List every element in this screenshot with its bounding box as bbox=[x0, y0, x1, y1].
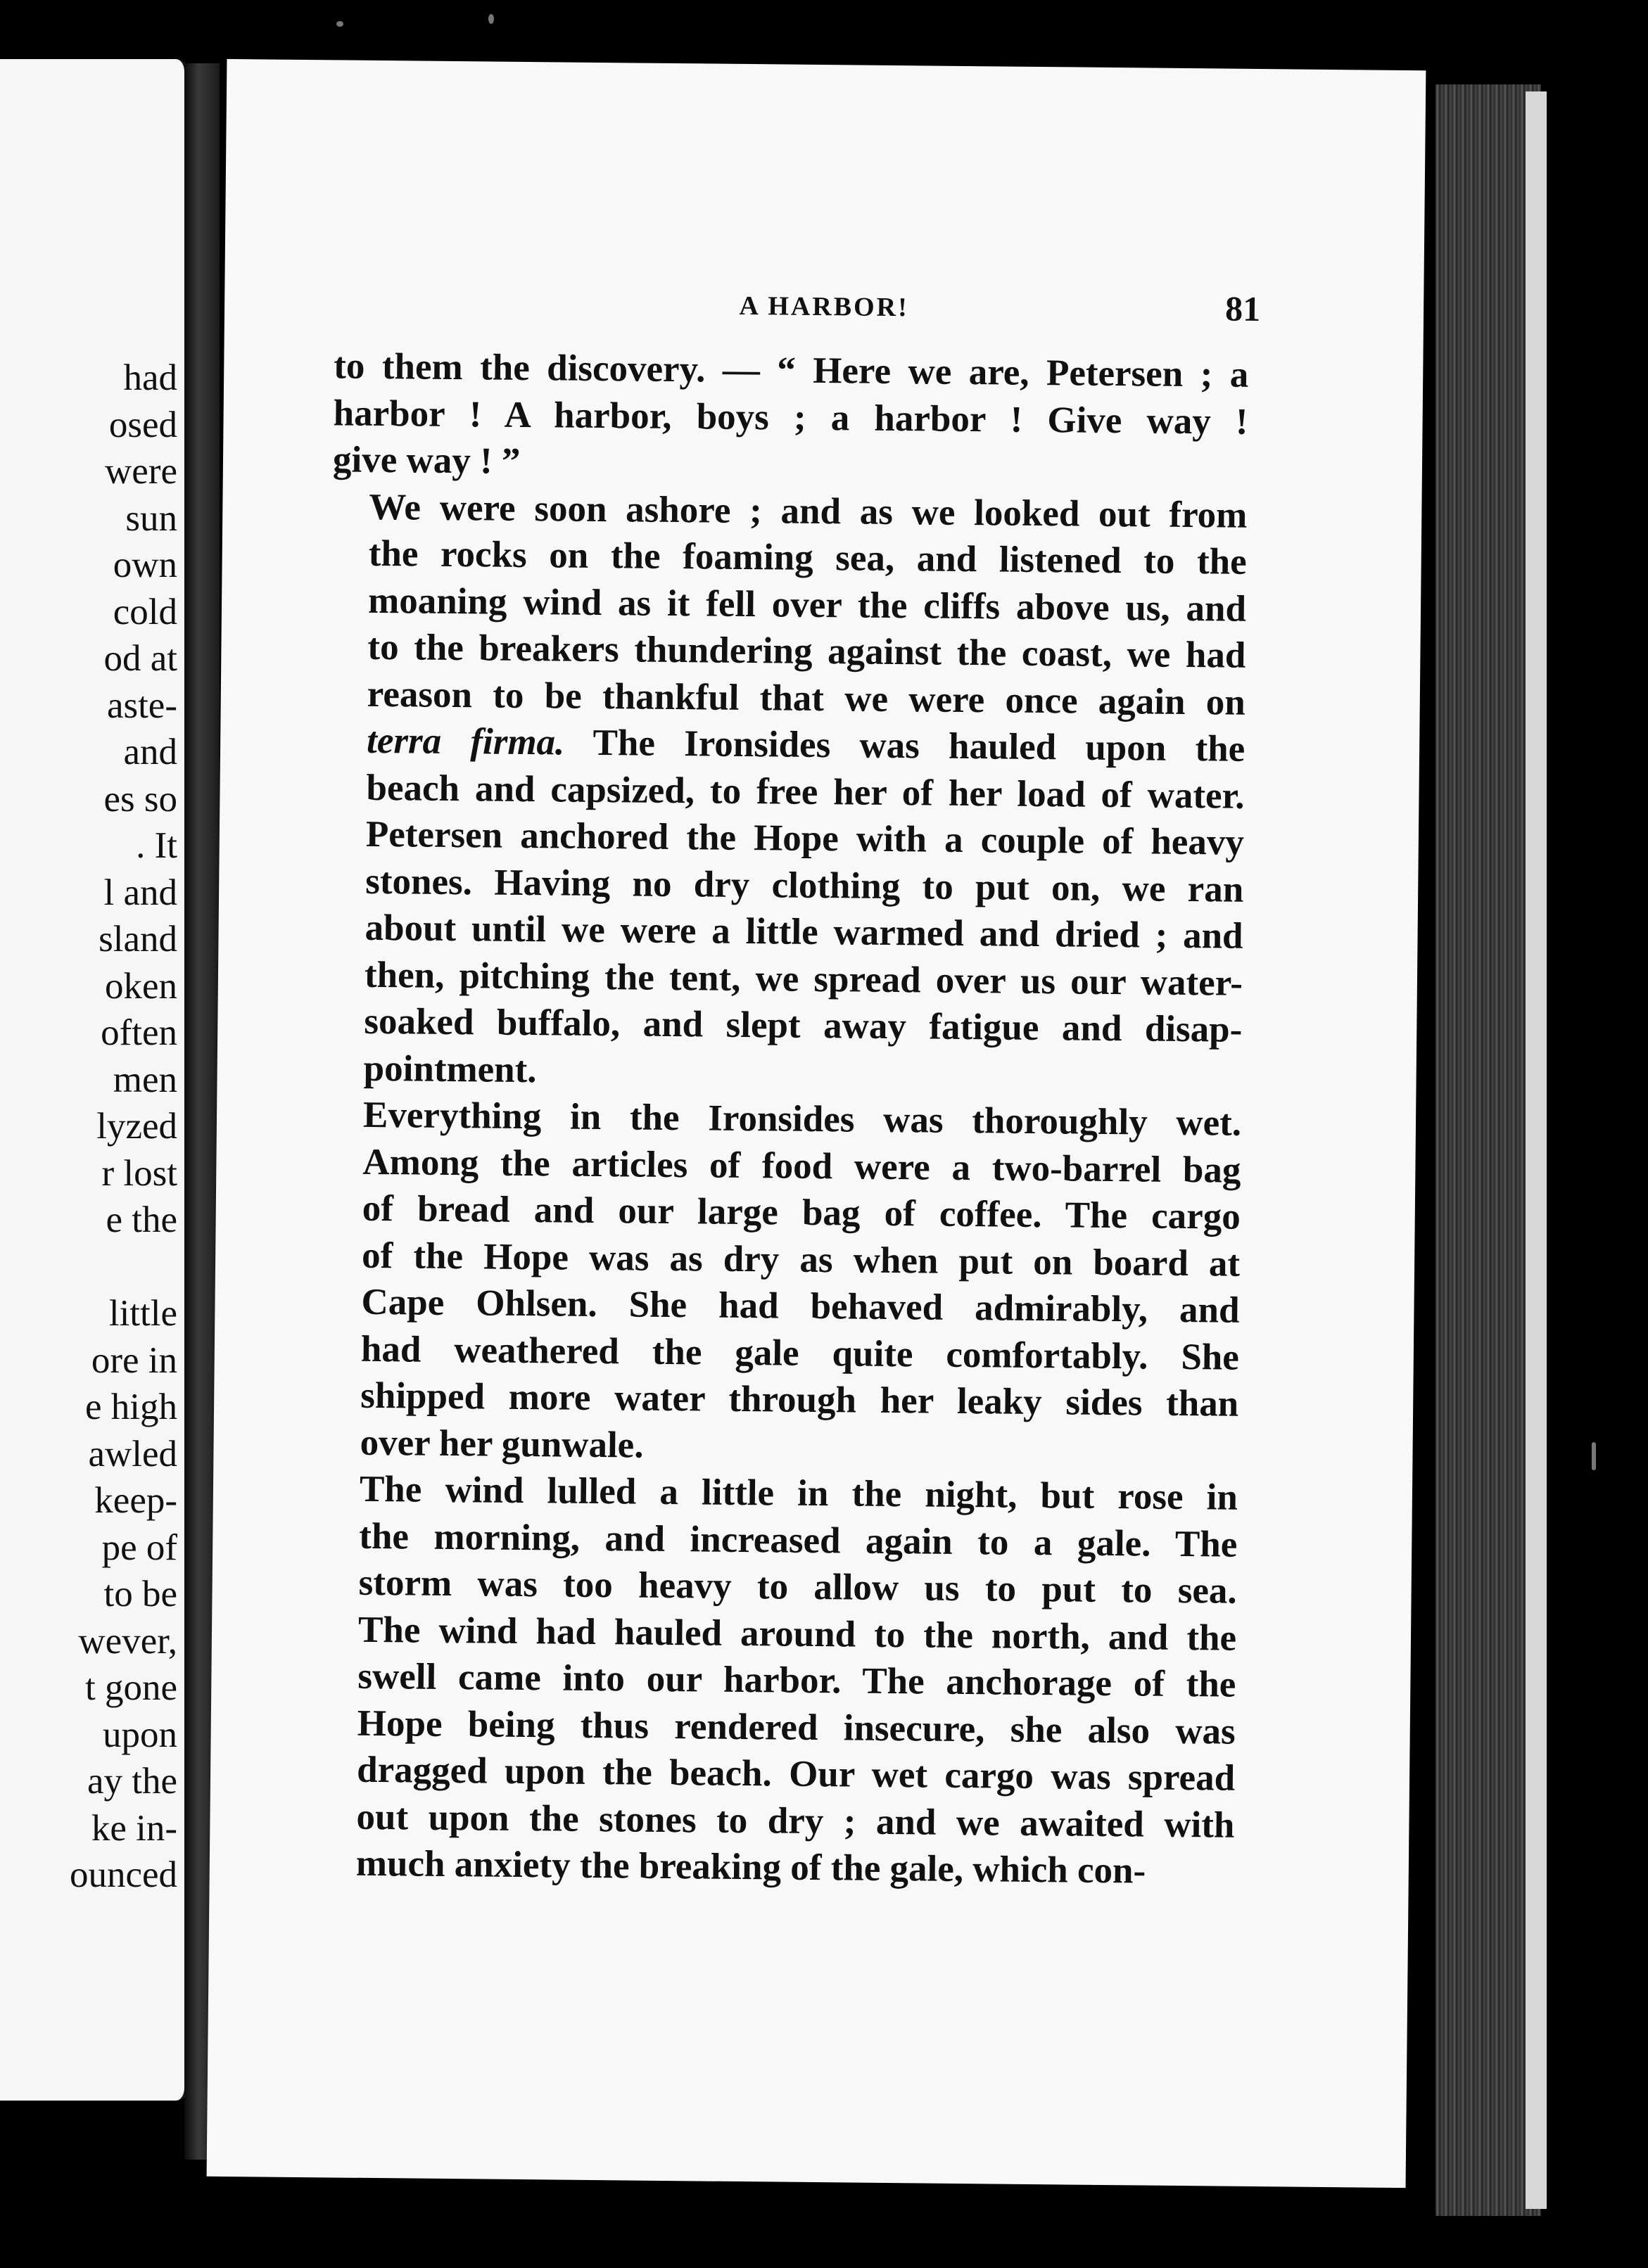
left-page-fragment: awled bbox=[88, 1433, 177, 1474]
text-line: swell came into our harbor. The anchorage of the bbox=[357, 1655, 1236, 1705]
text-line: over her gunwale. bbox=[360, 1422, 644, 1466]
left-page-fragment: had bbox=[123, 357, 177, 398]
text-line: about until we were a little warmed and dried ; and bbox=[365, 907, 1243, 957]
text-line: moaning wind as it fell over the cliffs above us, and bbox=[367, 580, 1247, 630]
text-line: harbor ! A harbor, boys ; a harbor ! Give way ! bbox=[333, 392, 1248, 442]
left-page-fragment: od at bbox=[103, 638, 177, 679]
left-page-fragment: cold bbox=[113, 591, 177, 632]
left-page-fragment: . It bbox=[136, 825, 177, 866]
text-line: to them the discovery. — “ Here we are, Petersen ; a bbox=[334, 345, 1249, 395]
left-page-fragment: e high bbox=[85, 1387, 177, 1427]
text-line: The wind had hauled around to the north, and the bbox=[357, 1609, 1237, 1659]
left-page-fragment: es so bbox=[103, 778, 177, 820]
left-page-fragment: ore in bbox=[91, 1339, 177, 1381]
text-line: Hope being thus rendered insecure, she also was bbox=[357, 1702, 1236, 1752]
page-number: 81 bbox=[1224, 288, 1261, 329]
text-line: to the breakers thundering against the coast, we had bbox=[367, 626, 1246, 676]
left-page-fragment: own bbox=[113, 544, 177, 585]
left-page-fragment: lyzed bbox=[96, 1106, 177, 1147]
left-page-fragment: pe of bbox=[101, 1527, 177, 1568]
text-line: Among the articles of food were a two-barrel bag bbox=[362, 1141, 1241, 1191]
text-line: soaked buffalo, and slept away fatigue and disap- bbox=[364, 1000, 1243, 1050]
left-page-fragment: aste- bbox=[106, 684, 177, 726]
text-line: out upon the stones to dry ; and we awaited with bbox=[356, 1796, 1235, 1846]
paragraph bbox=[327, 483, 1247, 1100]
left-page-fragment: men bbox=[113, 1059, 177, 1100]
left-page-fragment: l and bbox=[103, 872, 177, 913]
left-page-fragment: often bbox=[101, 1012, 177, 1053]
book-page bbox=[207, 59, 1426, 2188]
text-line: Everything in the Ironsides was thoroughly wet. bbox=[362, 1094, 1242, 1144]
text-line: the morning, and increased again to a gale. The bbox=[359, 1515, 1238, 1565]
text-line: storm was too heavy to allow us to put to sea. bbox=[358, 1562, 1237, 1612]
left-page-fragment: to be bbox=[103, 1574, 177, 1614]
left-page-fragment: osed bbox=[108, 404, 177, 445]
left-page-fragment: keep- bbox=[94, 1480, 177, 1521]
text-line: Cape Ohlsen. She had behaved admirably, and bbox=[361, 1281, 1240, 1331]
left-page-fragment: t gone bbox=[85, 1667, 177, 1708]
text-line: then, pitching the tent, we spread over us our water- bbox=[364, 954, 1243, 1004]
text-line: dragged upon the beach. Our wet cargo was spread bbox=[356, 1749, 1236, 1799]
left-page-fragment: sland bbox=[99, 919, 177, 960]
left-page-fragment: ke in- bbox=[91, 1807, 177, 1849]
left-facing-page bbox=[0, 59, 189, 2101]
left-page-fragment: r lost bbox=[101, 1152, 177, 1194]
dust-speck bbox=[488, 14, 494, 24]
paragraph bbox=[323, 1091, 1241, 1474]
running-head: A HARBOR! bbox=[739, 291, 909, 323]
text-line: The wind lulled a little in the night, but rose in bbox=[359, 1468, 1238, 1518]
text-line: shipped more water through her leaky sides than bbox=[360, 1375, 1239, 1425]
left-page-fragment: upon bbox=[103, 1714, 177, 1755]
left-page-fragment: sun bbox=[125, 497, 177, 539]
left-page-fragment: were bbox=[105, 451, 177, 492]
paragraph bbox=[333, 343, 1249, 492]
paragraph bbox=[319, 1465, 1238, 1895]
text-line: of the Hope was as dry as when put on board at bbox=[361, 1235, 1241, 1285]
text-line: had weathered the gale quite comfortably. She bbox=[360, 1328, 1240, 1378]
text-line: reason to be thankful that we were once again on bbox=[367, 673, 1246, 723]
dust-speck bbox=[1592, 1442, 1596, 1470]
text-line: pointment. bbox=[363, 1047, 537, 1090]
text-line: of bread and our large bag of coffee. The cargo bbox=[362, 1187, 1241, 1237]
left-page-fragment: ay the bbox=[87, 1761, 177, 1802]
text-line: Petersen anchored the Hope with a couple of heavy bbox=[365, 813, 1245, 863]
left-page-fragment: little bbox=[108, 1293, 177, 1334]
text-line: beach and capsized, to free her of her load of water. bbox=[366, 767, 1245, 817]
left-page-fragment: oken bbox=[104, 965, 177, 1007]
text-line: the rocks on the foaming sea, and listened to the bbox=[368, 533, 1247, 582]
left-page-fragment: e the bbox=[106, 1199, 177, 1240]
left-page-fragment: ounced bbox=[69, 1854, 177, 1895]
text-line: much anxiety the breaking of the gale, which con- bbox=[355, 1842, 1146, 1892]
text-line: We were soon ashore ; and as we looked out from bbox=[369, 486, 1248, 536]
left-page-fragment: and bbox=[123, 732, 177, 772]
body-text bbox=[319, 343, 1249, 1895]
text-line: terra firma. The Ironsides was hauled upon the bbox=[366, 720, 1245, 770]
dust-speck bbox=[336, 21, 343, 27]
text-line: stones. Having no dry clothing to put on, we ran bbox=[365, 860, 1244, 910]
left-page-fragment: wever, bbox=[78, 1620, 177, 1662]
text-line: give way ! ” bbox=[332, 439, 521, 482]
page-edge-highlight bbox=[1526, 91, 1547, 2209]
